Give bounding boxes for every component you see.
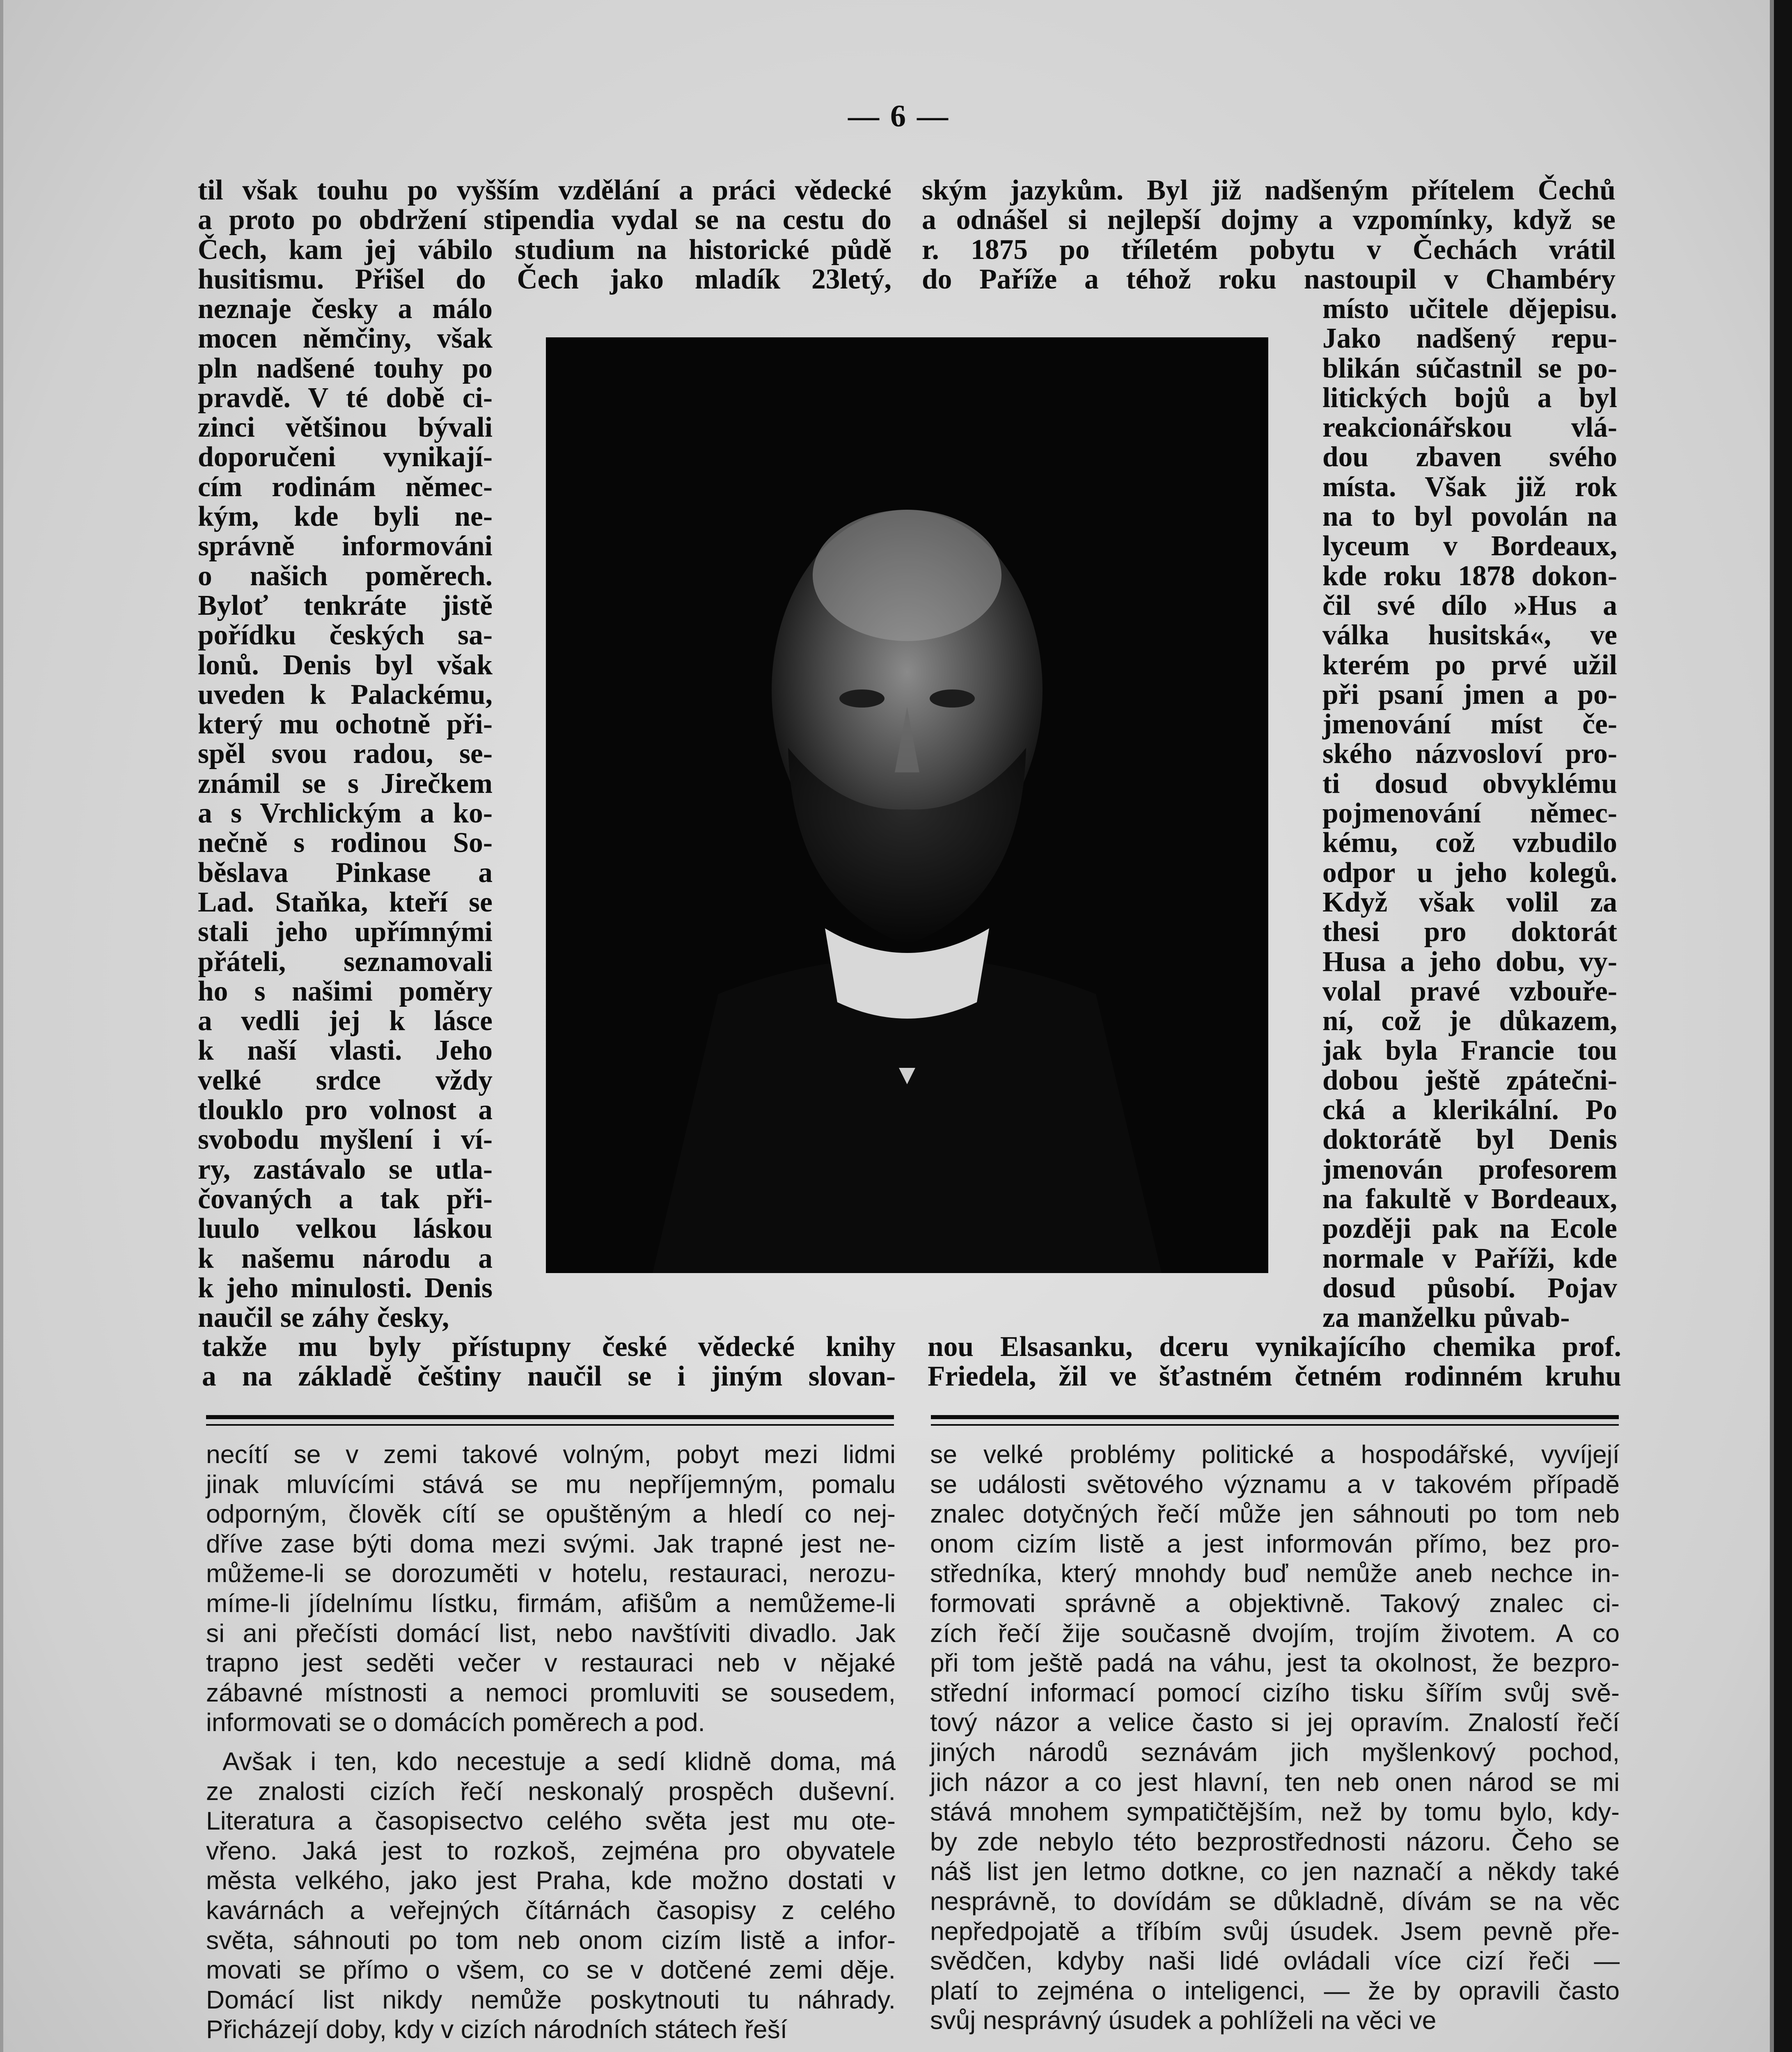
text-line: kým, kde byli ne-: [198, 501, 493, 533]
text-line: svůj nesprávný úsudek a pohlíželi na věci ve: [930, 2006, 1437, 2035]
text-line: kavárnách a veřejných čítárnách časopisy z celého: [206, 1896, 896, 1925]
text-line: kterém po prvé užil: [1322, 649, 1617, 681]
text-line: uveden k Palackému,: [198, 678, 493, 710]
text-line: jiných národů seznávám jich myšlenkový pochod,: [930, 1738, 1620, 1767]
text-line: formovati správně a objektivně. Takový znalec ci-: [930, 1589, 1620, 1618]
text-line: zábavné místnosti a nemoci promluviti se sousedem,: [206, 1678, 896, 1707]
text-line: volal pravé vzbouře-: [1322, 975, 1617, 1007]
text-line: ze znalosti cizích řečí neskonalý prospěch duševní.: [206, 1777, 896, 1806]
text-line: doktorátě byl Denis: [1322, 1124, 1617, 1156]
text-line: nečně s rodinou So-: [198, 827, 493, 859]
text-line: litických bojů a byl: [1322, 382, 1617, 414]
text-line: naučil se záhy česky,: [198, 1302, 449, 1334]
text-line: informovati se o domácích poměrech a pod.: [206, 1708, 705, 1737]
text-line: a vedli jej k lásce: [198, 1005, 493, 1037]
text-line: movati se přímo o všem, co se v dotčené zemi děje.: [206, 1956, 896, 1985]
bottom-right-column: [930, 1440, 1620, 2036]
text-line: kde roku 1878 dokon-: [1322, 560, 1617, 592]
right-separator-rule: [931, 1415, 1619, 1419]
left-separator-rule: [206, 1415, 894, 1419]
text-line: necítí se v zemi takové volným, pobyt mezi lidmi: [206, 1440, 896, 1469]
text-line: ry, zastávalo se utla-: [198, 1153, 493, 1185]
text-line: tový názor a velice často si jej opravím. Znalostí řečí: [930, 1708, 1620, 1737]
text-line: stává mnohem sympatičtějším, než by tomu bylo, kdy-: [930, 1798, 1620, 1827]
text-line: luulo velkou láskou: [198, 1213, 493, 1245]
text-line: cká a klerikální. Po: [1322, 1094, 1617, 1126]
text-line: při psaní jmen a po-: [1322, 678, 1617, 710]
text-line: r. 1875 po tříletém pobytu v Čechách vrátil: [922, 234, 1616, 266]
text-line: reakcionářskou vlá-: [1322, 412, 1617, 444]
text-line: a odnášel si nejlepší dojmy a vzpomínky, když se: [922, 204, 1616, 236]
text-line: Jako nadšený repu-: [1322, 323, 1617, 355]
text-line: k našemu národu a: [198, 1242, 493, 1274]
text-line: takže mu byly přístupny české vědecké knihy: [202, 1331, 896, 1363]
text-line: střední informací pomocí cizího tisku šířím svůj svě-: [930, 1678, 1620, 1707]
text-line: lyceum v Bordeaux,: [1322, 530, 1617, 562]
text-line: nesprávně, to dovídám se důkladně, dívám se na věc: [930, 1887, 1620, 1916]
text-line: Friedela, žil ve šťastném četném rodinném kruhu: [928, 1360, 1621, 1392]
text-line: na to byl povolán na: [1322, 501, 1617, 533]
text-line: o našich poměrech.: [198, 560, 493, 592]
text-line: válka husitská«, ve: [1322, 619, 1617, 651]
text-line: světa, sáhnouti po tom neb onom cizím listě a infor-: [206, 1926, 896, 1955]
right-narrow-column: [1322, 294, 1617, 1333]
text-line: ní, což je důkazem,: [1322, 1005, 1617, 1037]
text-line: místo učitele dějepisu.: [1322, 293, 1617, 325]
text-line: můžeme-li se dorozuměti v hotelu, restauraci, nerozu-: [206, 1559, 896, 1588]
text-line: nou Elsasanku, dceru vynikajícího chemika prof.: [928, 1331, 1621, 1363]
text-line: onom cizím listě a jest informován přímo, bez pro-: [930, 1529, 1620, 1558]
text-line: znalec dotyčných řečí může jen sáhnouti po tom neb: [930, 1500, 1620, 1529]
text-line: lonů. Denis byl však: [198, 649, 493, 681]
text-line: til však touhu po vyšším vzdělání a práci vědecké: [198, 174, 891, 206]
top-left-column-head: [198, 176, 891, 294]
text-line: později pak na Ecole: [1322, 1213, 1617, 1245]
text-line: Husa a jeho dobu, vy-: [1322, 946, 1617, 978]
right-separator-rule-thin: [931, 1424, 1619, 1426]
text-line: Domácí list nikdy nemůže poskytnouti tu náhrady.: [206, 1985, 896, 2014]
left-narrow-column: [198, 294, 493, 1333]
text-line: zinci většinou bývali: [198, 412, 493, 444]
text-line: ho s našimi poměry: [198, 975, 493, 1007]
text-line: cím rodinám němec-: [198, 471, 493, 503]
text-line: jinak mluvícími stává se mu nepříjemným, pomalu: [206, 1470, 896, 1499]
text-line: nepředpojatě a tříbím svůj úsudek. Jsem pevně pře-: [930, 1917, 1620, 1946]
text-line: místa. Však již rok: [1322, 471, 1617, 503]
text-line: čil své dílo »Hus a: [1322, 589, 1617, 621]
text-line: a proto po obdržení stipendia vydal se na cestu do: [198, 204, 891, 236]
text-line: Přicházejí doby, kdy v cizích národních státech řeší: [206, 2015, 788, 2044]
portrait-photo: [546, 337, 1268, 1273]
text-line: města velkého, jako jest Praha, kde možno dostati v: [206, 1866, 896, 1895]
text-line: by zde nebylo této bezprostřednosti názoru. Čeho se: [930, 1827, 1620, 1856]
text-line: na fakultě v Bordeaux,: [1322, 1183, 1617, 1215]
text-line: náš list jen letmo dotkne, co jen naznačí a někdy také: [930, 1857, 1620, 1886]
text-line: Literatura a časopisectvo celého světa jest mu ote-: [206, 1807, 896, 1836]
text-line: správně informováni: [198, 530, 493, 562]
text-line: zích řečí žije současně dvojím, trojím životem. A co: [930, 1619, 1620, 1648]
text-line: svědčen, kdyby naši lidé ovládali více cizí řeči —: [930, 1947, 1620, 1976]
text-line: za manželku půvab-: [1322, 1302, 1570, 1334]
bottom-left-column: [206, 1440, 896, 2045]
text-line: Avšak i ten, kdo necestuje a sedí klidně doma, má: [222, 1747, 896, 1776]
text-line: dosud působí. Pojav: [1322, 1272, 1617, 1304]
text-line: Byloť tenkráte jistě: [198, 589, 493, 621]
text-line: ským jazykům. Byl již nadšeným přítelem Čechů: [922, 174, 1616, 206]
text-line: Čech, kam jej vábilo studium na historické půdě: [198, 234, 891, 266]
text-line: stali jeho upřímnými: [198, 916, 493, 948]
text-line: se události světového významu a v takovém případě: [930, 1470, 1620, 1499]
text-line: platí to zejména o inteligenci, — že by opravili často: [930, 1976, 1620, 2005]
text-line: kému, což vzbudilo: [1322, 827, 1617, 859]
text-line: ského názvosloví pro-: [1322, 738, 1617, 770]
text-line: míme-li jídelnímu lístku, firmám, afišům a nemůžeme-li: [206, 1589, 896, 1618]
text-line: svobodu myšlení i ví-: [198, 1124, 493, 1156]
text-line: při tom ještě padá na váhu, jest ta okolnost, že bezpro-: [930, 1649, 1620, 1678]
text-line: odporným, člověk cítí se opuštěným a hledí co nej-: [206, 1500, 896, 1529]
text-line: jak byla Francie tou: [1322, 1035, 1617, 1067]
text-line: známil se s Jirečkem: [198, 767, 493, 799]
text-line: doporučeni vynikají-: [198, 441, 493, 473]
text-line: tlouklo pro volnost a: [198, 1094, 493, 1126]
text-line: pln nadšené touhy po: [198, 352, 493, 384]
text-line: do Paříže a téhož roku nastoupil v Chambéry: [922, 263, 1616, 295]
text-line: běslava Pinkase a: [198, 857, 493, 889]
page-number: — 6 —: [848, 99, 950, 133]
text-line: neznaje česky a málo: [198, 293, 493, 325]
scan-edge-right-shadow: [1770, 0, 1774, 2052]
text-line: jich názor a co jest hlavní, ten neb onen národ se mi: [930, 1768, 1620, 1797]
text-line: trapno jest seděti večer v restauraci neb v nějaké: [206, 1649, 896, 1678]
text-line: Když však volil za: [1322, 886, 1617, 918]
text-line: pojmenování němec-: [1322, 797, 1617, 829]
text-line: přáteli, seznamovali: [198, 946, 493, 978]
text-line: dříve zase býti doma mezi svými. Jak trapné jest ne-: [206, 1529, 896, 1558]
text-line: k naší vlasti. Jeho: [198, 1035, 493, 1067]
text-line: vřeno. Jaká jest to rozkoš, zejména pro obyvatele: [206, 1836, 896, 1865]
text-line: jmenován profesorem: [1322, 1153, 1617, 1185]
text-line: středníka, který mnohdy buď nemůže aneb nechce in-: [930, 1559, 1620, 1588]
text-line: Lad. Staňka, kteří se: [198, 886, 493, 918]
text-line: a s Vrchlickým a ko-: [198, 797, 493, 829]
text-line: thesi pro doktorát: [1322, 916, 1617, 948]
text-line: čovaných a tak při-: [198, 1183, 493, 1215]
top-right-column-head: [922, 176, 1616, 294]
text-line: k jeho minulosti. Denis: [198, 1272, 493, 1304]
text-line: se velké problémy politické a hospodářské, vyvíjejí: [930, 1440, 1620, 1469]
text-line: dou zbaven svého: [1322, 441, 1617, 473]
text-line: spěl svou radou, se-: [198, 738, 493, 770]
text-line: jmenování míst če-: [1322, 708, 1617, 740]
text-line: dobou ještě zpátečni-: [1322, 1064, 1617, 1096]
left-bottom-lines: [202, 1332, 896, 1392]
text-line: blikán súčastnil se po-: [1322, 352, 1617, 384]
text-line: normale v Paříži, kde: [1322, 1242, 1617, 1274]
text-line: pořídku českých sa-: [198, 619, 493, 651]
text-line: pravdě. V té době ci-: [198, 382, 493, 414]
scan-edge-left: [0, 0, 3, 2052]
scan-edge-right: [1774, 0, 1792, 2052]
text-line: husitismu. Přišel do Čech jako mladík 23letý,: [198, 263, 891, 295]
text-line: odpor u jeho kolegů.: [1322, 857, 1617, 889]
left-separator-rule-thin: [206, 1424, 894, 1426]
right-bottom-lines: [928, 1332, 1621, 1392]
text-line: velké srdce vždy: [198, 1064, 493, 1096]
text-line: ti dosud obvyklému: [1322, 767, 1617, 799]
text-line: který mu ochotně při-: [198, 708, 493, 740]
text-line: mocen němčiny, však: [198, 323, 493, 355]
text-line: a na základě češtiny naučil se i jiným slovan-: [202, 1360, 896, 1392]
text-line: si ani přečísti domácí list, nebo navštíviti divadlo. Jak: [206, 1619, 896, 1648]
